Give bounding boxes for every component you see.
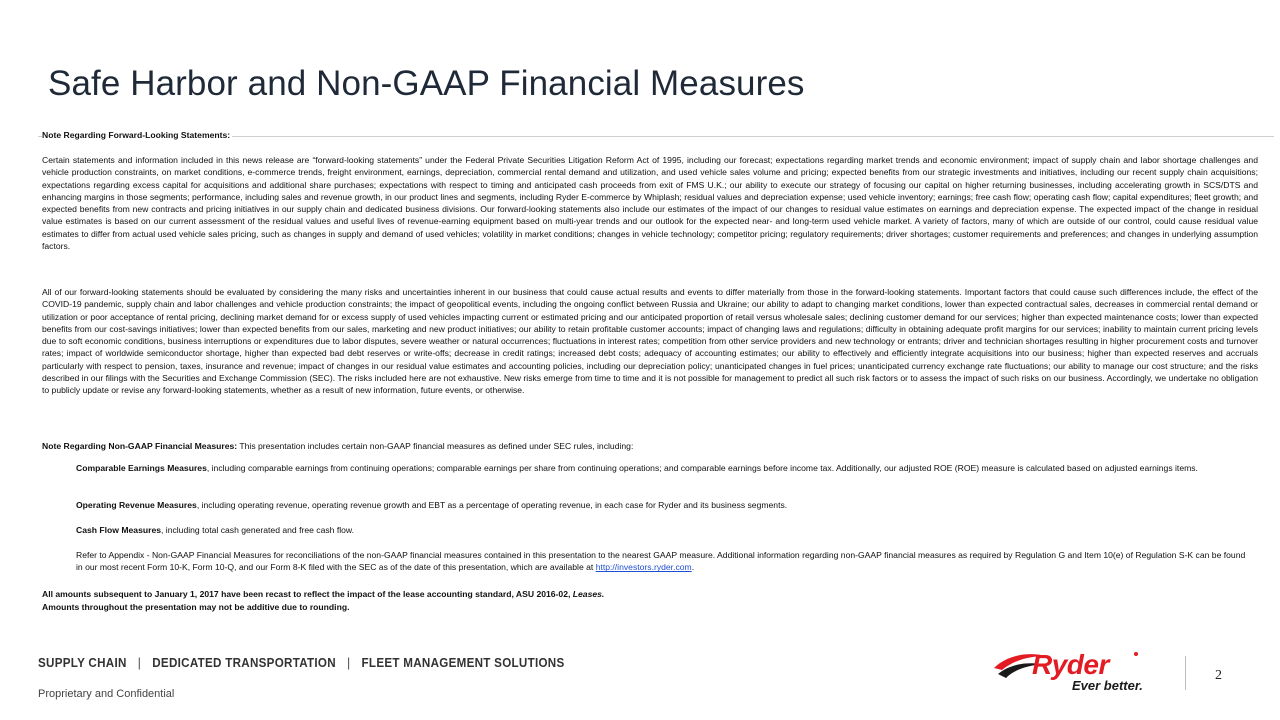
non-gaap-item-operating-revenue: [76, 499, 1246, 511]
non-gaap-heading: Note Regarding Non-GAAP Financial Measures:: [42, 441, 238, 451]
ryder-logo: [990, 644, 1170, 694]
non-gaap-note: [42, 440, 633, 452]
tagline-separator: |: [137, 656, 142, 670]
forward-looking-paragraph-1: Certain statements and information included in this news release are “forward-looking statements” under the Federal Private Securities Litigation Reform Act of 1995, including our forecast; expectations regarding market trends and economic environment; impact of supply chain and labor shortage challenges and vehicle production constraints, on market conditions, e-commerce trends, freight environment, earnings, depreciation, commercial rental demand and utilization, and used vehicle sales volume and pricing; expected benefits from our strategic investments and initiatives, including our recent supply chain acquisitions; expectations regarding excess capital for acquisitions and additional share purchases; expectations with respect to timing and anticipated cash proceeds from exit of FMS U.K.; our ability to execute our strategy of focusing our capital on higher returning businesses, including accelerating growth in SCS/DTS and enhancing margins in those segments; performance, including sales and revenue growth, in our product lines and segments, including Ryder E-commerce by Whiplash; residual values and depreciation expense; used vehicle inventory; earnings; free cash flow; operating cash flow; capital expenditures; fleet growth; and expected benefits from new contracts and pricing initiatives in our supply chain and dedicated business divisions. Our forward-looking statements also include our estimates of the impact of our changes to residual value estimates on earnings and depreciation expense. The expected impact of the change in residual value estimates is based on our current assessment of the residual values and useful lives of revenue-earning equipment based on multi-year trends and our outlook for the expected near- and long-term used vehicle market. A variety of factors, many of which are outside of our control, could cause residual value estimates to differ from actual used vehicle sales pricing, such as changes in supply and demand of used vehicles; volatility in market conditions; changes in vehicle technology; competitor pricing; regulatory requirements; driver shortages; customer requirements and preferences; and changes in underlying assumption factors.: [42, 155, 1258, 252]
item-label: Comparable Earnings Measures: [76, 463, 207, 473]
non-gaap-item-comparable-earnings: [76, 462, 1246, 474]
tagline-separator: |: [347, 656, 351, 670]
forward-looking-paragraph-2: All of our forward-looking statements should be evaluated by considering the many risks and uncertainties inherent in our business that could cause actual results and events to differ materially from those in the forward-looking statements. Important factors that could cause such differences include, the effect of the COVID-19 pandemic, supply chain and labor challenges and vehicle production constraints; the impact of geopolitical events, including the ongoing conflict between Russia and Ukraine; our ability to adapt to changing market conditions, lower than expected contractual sales, decreases in commercial rental demand or utilization or poor acceptance of rental pricing, declining market demand for or excess supply of used vehicles impacting current or estimated pricing and our anticipated proportion of retail versus wholesale sales; declining customer demand for our services; higher than expected maintenance costs; lower than expected benefits from our cost-savings initiatives; lower than expected benefits from our sales, marketing and new product initiatives; our ability to retain profitable customer accounts; impact of changing laws and regulations; difficulty in obtaining adequate profit margins for our services; inability to maintain current pricing levels due to soft economic conditions, business interruptions or expenditures due to labor disputes, severe weather or natural occurrences; fluctuations in interest rates; competition from other service providers and new technology or entrants; driver and technician shortages resulting in higher procurement costs and turnover rates; impact of worldwide semiconductor shortage, higher than expected bad debt reserves or write-offs; decrease in credit ratings; increased debt costs; adequacy of accounting estimates; our ability to effectively and efficiently integrate acquisitions into our business; higher than expected reserves and accruals particularly with respect to pension, taxes, insurance and revenue; impact of changes in our residual value estimates and accounting policies, including our depreciation policy; unanticipated changes in fuel prices; unanticipated currency exchange rate fluctuations; our ability to manage our cost structure; and the risks described in our filings with the Securities and Exchange Commission (SEC). The risks included here are not exhaustive. New risks emerge from time to time and it is not possible for management to predict all such risk factors or to assess the impact of such risks on our business. Accordingly, we undertake no obligation to publicly update or revise any forward-looking statements, whether as a result of new information, future events, or otherwise.: [42, 287, 1258, 396]
footer-tagline: [38, 656, 564, 670]
item-label: Cash Flow Measures: [76, 525, 162, 535]
item-text: , including total cash generated and free cash flow.: [161, 525, 355, 535]
investors-link[interactable]: http://investors.ryder.com: [595, 562, 692, 573]
non-gaap-intro: This presentation includes certain non-GAAP financial measures as defined under SEC rules, including:: [239, 441, 634, 451]
logo-registered-icon: [1134, 652, 1138, 656]
non-gaap-appendix-note: [76, 549, 1246, 574]
tagline-item: SUPPLY CHAIN: [38, 656, 127, 670]
footnote-text: All amounts subsequent to January 1, 2017 have been recast to reflect the impact of the lease accounting standard, ASU 2016-02,: [42, 589, 573, 599]
appendix-text: Refer to Appendix - Non-GAAP Financial Measures for reconciliations of the non-GAAP financial measures contained in this presentation to the nearest GAAP measure. Additional information regarding non-GAAP financial measures as required by Regulation G and Item 10(e) of Regulation S-K can be found in our most recent Form 10-K, Form 10-Q, and our Form 8-K filed with the SEC as of the date of this presentation, which are available at: [76, 550, 1246, 573]
logo-wordmark: Ryder: [1032, 649, 1109, 680]
rounding-footnote: Amounts throughout the presentation may not be additive due to rounding.: [42, 602, 350, 612]
non-gaap-item-cash-flow: [76, 524, 1246, 536]
page-number: 2: [1215, 668, 1222, 683]
footer-divider: [1185, 656, 1186, 690]
lease-accounting-footnote: [42, 589, 604, 599]
forward-looking-heading: Note Regarding Forward-Looking Statements:: [42, 130, 231, 140]
tagline-item: FLEET MANAGEMENT SOLUTIONS: [361, 656, 565, 670]
footnote-italic: Leases.: [572, 589, 605, 599]
item-text: , including comparable earnings from continuing operations; comparable earnings per share from continuing operations; and comparable earnings before income tax. Additionally, our adjusted ROE (ROE) measure is calculated based on adjusted earnings items.: [206, 463, 1198, 473]
logo-tagline: Ever better.: [1072, 678, 1143, 693]
item-label: Operating Revenue Measures: [76, 500, 197, 510]
tagline-item: DEDICATED TRANSPORTATION: [152, 656, 336, 670]
page-title: Safe Harbor and Non-GAAP Financial Measures: [48, 64, 805, 103]
confidential-label: Proprietary and Confidential: [38, 688, 175, 700]
link-suffix: .: [691, 562, 695, 573]
item-text: , including operating revenue, operating revenue growth and EBT as a percentage of operating revenue, in each case for Ryder and its business segments.: [196, 500, 788, 510]
